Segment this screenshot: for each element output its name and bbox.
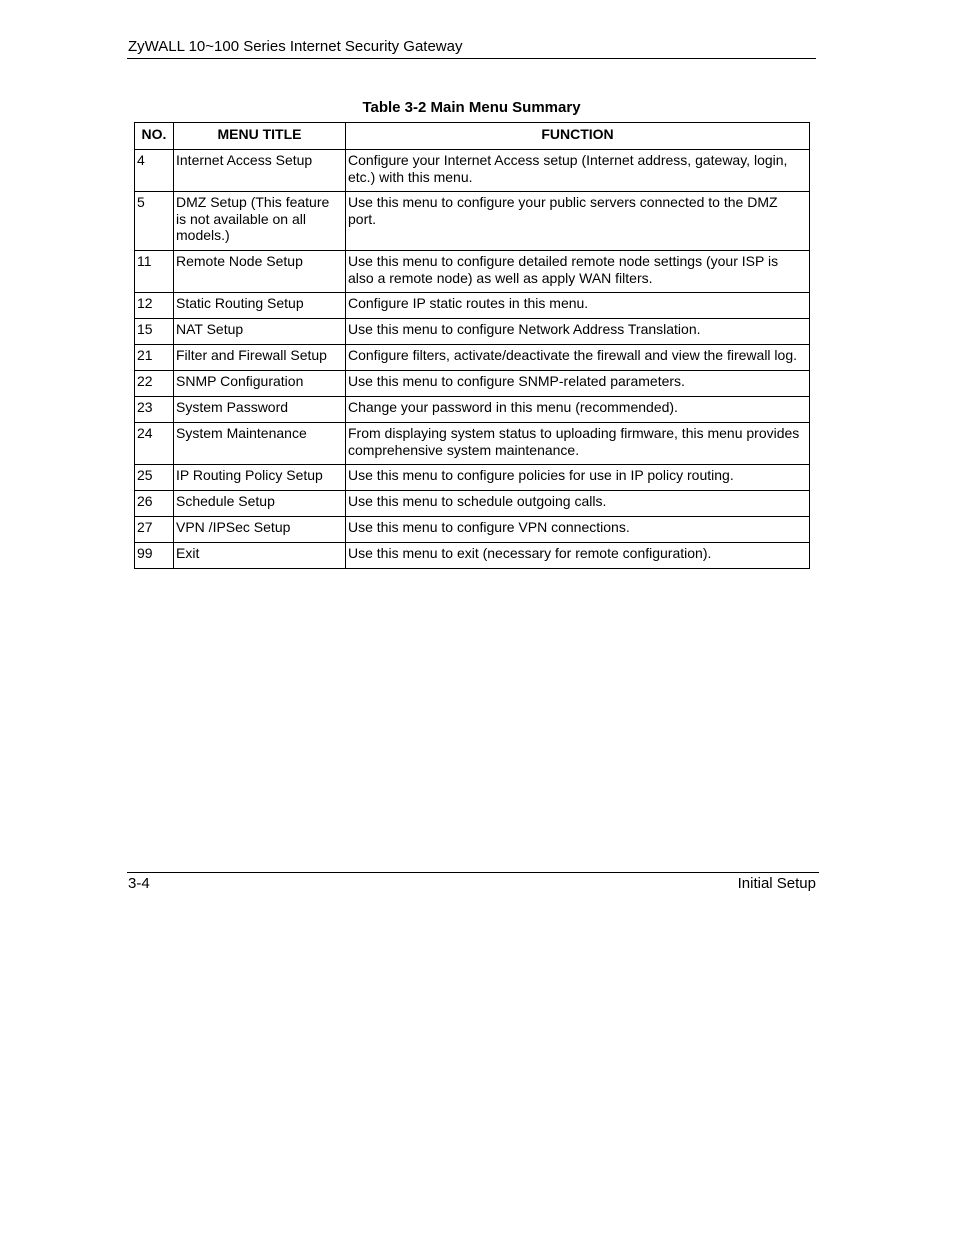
table-row [135,423,810,465]
cell-no: 27 [135,517,174,543]
cell-no: 26 [135,491,174,517]
cell-no: 99 [135,543,174,569]
table-row [135,293,810,319]
cell-function: Use this menu to exit (necessary for remote configuration). [346,543,810,569]
table-row [135,192,810,251]
cell-no: 5 [135,192,174,251]
cell-no: 23 [135,397,174,423]
cell-no: 24 [135,423,174,465]
table-row [135,517,810,543]
cell-function: Use this menu to configure Network Address Translation. [346,319,810,345]
cell-function: Configure filters, activate/deactivate the firewall and view the firewall log. [346,345,810,371]
table-header-row [135,123,810,150]
table-row [135,491,810,517]
cell-no: 15 [135,319,174,345]
table-row [135,150,810,192]
cell-function: From displaying system status to uploading firmware, this menu provides comprehensive system maintenance. [346,423,810,465]
cell-function: Use this menu to configure detailed remote node settings (your ISP is also a remote node) as well as apply WAN filters. [346,251,810,293]
page-number: 3-4 [128,875,150,892]
cell-no: 11 [135,251,174,293]
cell-menu-title: Remote Node Setup [174,251,346,293]
cell-menu-title: Internet Access Setup [174,150,346,192]
cell-menu-title: SNMP Configuration [174,371,346,397]
footer-rule [127,872,819,873]
table-row [135,251,810,293]
cell-no: 25 [135,465,174,491]
cell-menu-title: Static Routing Setup [174,293,346,319]
header-rule [127,58,816,59]
section-name: Initial Setup [737,875,816,892]
cell-menu-title: IP Routing Policy Setup [174,465,346,491]
main-menu-summary-table [134,122,810,569]
cell-no: 4 [135,150,174,192]
cell-menu-title: NAT Setup [174,319,346,345]
column-header-function: FUNCTION [346,123,810,150]
cell-function: Change your password in this menu (recommended). [346,397,810,423]
cell-function: Configure IP static routes in this menu. [346,293,810,319]
cell-no: 22 [135,371,174,397]
cell-menu-title: Exit [174,543,346,569]
cell-function: Use this menu to configure SNMP-related parameters. [346,371,810,397]
table-row [135,543,810,569]
table-row [135,345,810,371]
cell-menu-title: System Maintenance [174,423,346,465]
cell-function: Use this menu to configure VPN connections. [346,517,810,543]
cell-no: 12 [135,293,174,319]
table-row [135,319,810,345]
cell-function: Use this menu to configure your public servers connected to the DMZ port. [346,192,810,251]
column-header-menu-title: MENU TITLE [174,123,346,150]
cell-menu-title: Schedule Setup [174,491,346,517]
cell-no: 21 [135,345,174,371]
running-header: ZyWALL 10~100 Series Internet Security Gateway [128,38,463,55]
cell-function: Configure your Internet Access setup (Internet address, gateway, login, etc.) with this menu. [346,150,810,192]
cell-function: Use this menu to configure policies for use in IP policy routing. [346,465,810,491]
table-caption: Table 3-2 Main Menu Summary [362,99,581,116]
cell-menu-title: System Password [174,397,346,423]
cell-menu-title: Filter and Firewall Setup [174,345,346,371]
cell-menu-title: VPN /IPSec Setup [174,517,346,543]
column-header-no: NO. [135,123,174,150]
table-row [135,465,810,491]
table-row [135,371,810,397]
cell-function: Use this menu to schedule outgoing calls. [346,491,810,517]
table-row [135,397,810,423]
cell-menu-title: DMZ Setup (This feature is not available on all models.) [174,192,346,251]
